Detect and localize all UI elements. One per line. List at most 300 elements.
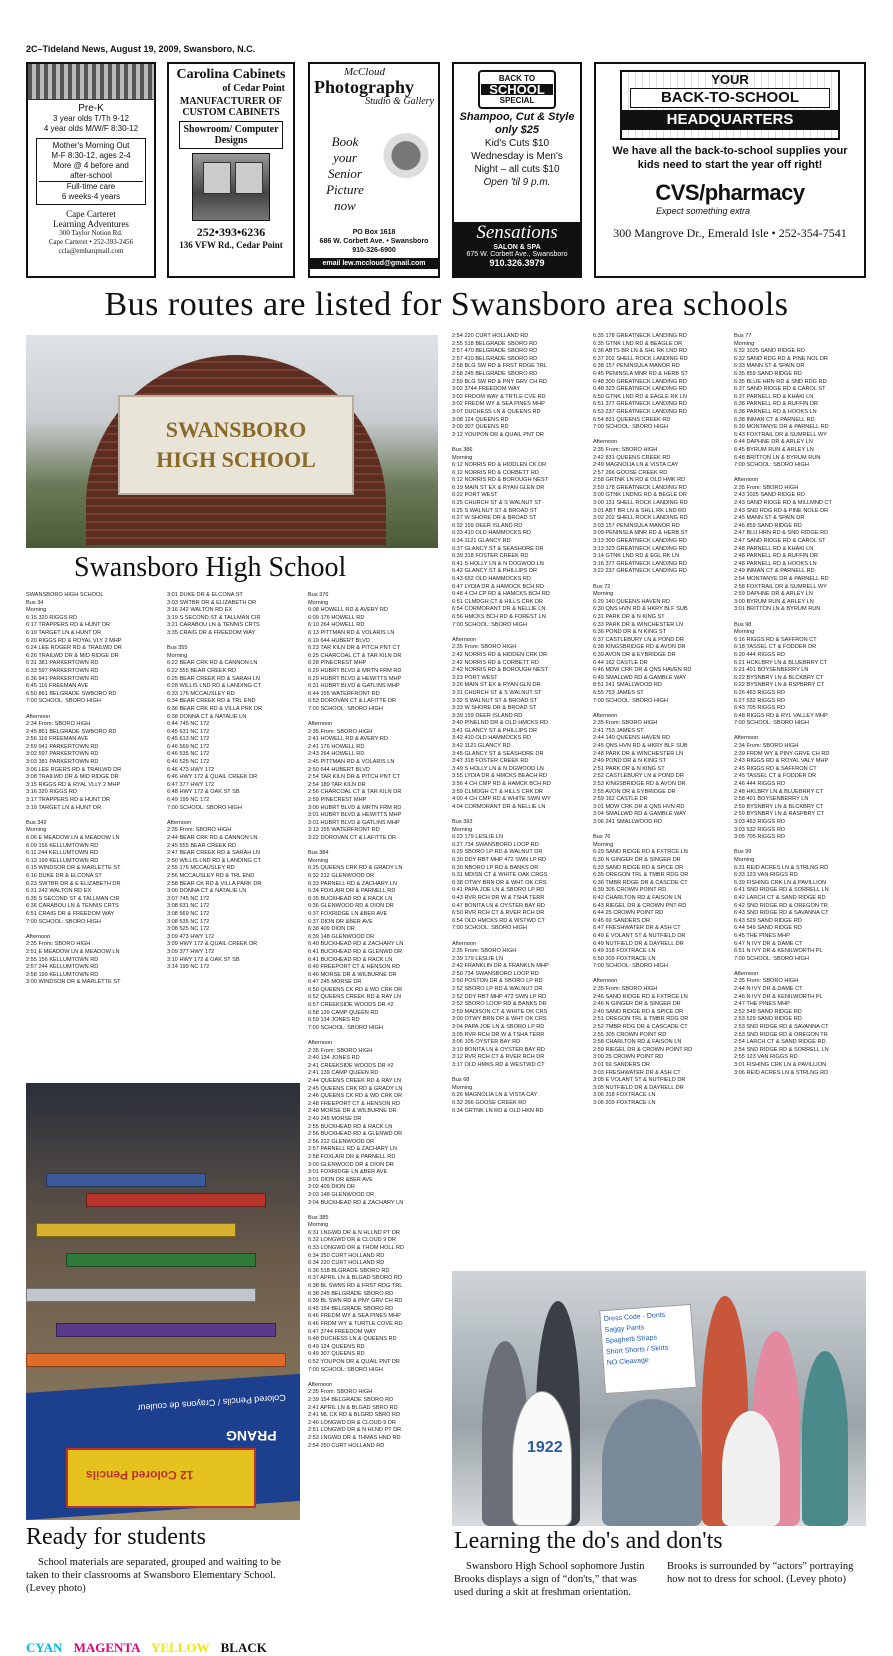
schedule-entry: Bus 99 bbox=[734, 849, 752, 856]
schedule-entry: 2:39 FRDM WY & PINY GRVE CH RD bbox=[734, 750, 830, 757]
schedule-entry: 2:42 NORRIS RD & BOROUGH NEST bbox=[452, 667, 549, 674]
schedule-spacer bbox=[593, 827, 731, 835]
ad-line: after-school bbox=[70, 171, 112, 180]
schedule-entry: 6:10 264 HOWELL RD bbox=[308, 622, 365, 629]
schedule-entry: 6:49 NUTFIELD DR & DAYRELL DR bbox=[593, 940, 684, 947]
schedule-spacer bbox=[593, 971, 731, 979]
ad-phone: 910.326.3979 bbox=[489, 258, 545, 268]
schedule-entry: 6:50 QUEENS CK RD & WD CRK DR bbox=[308, 986, 403, 993]
schedule-entry: 3:00 BYRUM RUN & ARLEY LN bbox=[734, 598, 814, 605]
schedule-entry: 6:30 N GINGER DR & SINGER DR bbox=[593, 856, 681, 863]
schedule-entry: Morning bbox=[26, 827, 47, 834]
schedule-entry: 3:00 OTWY BRN DR & WHT OK CRS bbox=[452, 1016, 547, 1023]
schedule-entry: Morning bbox=[734, 340, 755, 347]
schedule-entry: 2:57 470 BELGRADE SBORO RD bbox=[452, 348, 538, 355]
schedule-entry: 7:00 SCHOOL: SBORO HIGH bbox=[167, 804, 242, 811]
schedule-entry: 3:00 GTNK LNDNG RD & BEGLE DR bbox=[593, 492, 687, 499]
schedule-entry: 6:33 PARK DR & WINCHESTER LN bbox=[593, 621, 684, 628]
schedule-entry: Afternoon bbox=[26, 933, 51, 940]
schedule-entry: 2:40 SAND RIDGE RD & SPICE DR bbox=[593, 1008, 684, 1015]
schedule-entry: 2:55 BUCKHEAD RD & RACK LN bbox=[308, 1123, 393, 1130]
schedule-entry: 2:59 PINECREST MHP bbox=[308, 797, 367, 804]
schedule-entry: 2:58 GRTNK LN RD & OLD HMK RD bbox=[593, 477, 686, 484]
schedule-entry: 3:04 BUCKHEAD RD & ZACHARY LN bbox=[308, 1199, 404, 1206]
schedule-entry: 6:43 SND RIDGE RD & SAVANNA CT bbox=[734, 910, 829, 917]
schedule-entry: 6:50 RVR RCH CT & RVER RCH DR bbox=[452, 910, 545, 917]
schedule-entry: Bus 342 bbox=[26, 819, 47, 826]
schedule-entry: 2:59 BYSNBRY LN & BLCKBRY CT bbox=[734, 803, 824, 810]
schedule-spacer bbox=[26, 812, 162, 820]
schedule-entry: 7:00 SCHOOL: SBORO HIGH bbox=[452, 925, 527, 932]
schedule-entry: Morning bbox=[593, 591, 614, 598]
schedule-entry: Morning bbox=[308, 599, 329, 606]
schedule-entry: 3:03 463 RIGGS RD bbox=[734, 819, 785, 825]
schedule-entry: 2:50 POSTON DR & SBORO LP RD bbox=[452, 978, 543, 985]
schedule-entry: 6:41 PAPA JOE LN & SBORO LP RD bbox=[452, 887, 545, 894]
schedule-entry: 6:32 1025 SAND RIDGE RD bbox=[734, 348, 805, 355]
ad-address: 300 Taylor Notion Rd. bbox=[59, 229, 123, 237]
schedule-entry: Bus 77 bbox=[734, 333, 752, 339]
schedule-entry: 2:43 264 HOWELL RD bbox=[308, 751, 365, 758]
schedule-entry: Morning bbox=[734, 629, 755, 636]
schedule-entry: 2:45 MANN ST & SPAIN DR bbox=[734, 515, 805, 522]
schedule-entry: 6:43 705 RIGGS RD bbox=[734, 705, 785, 712]
schedule-entry: 6:46 FRDM WY & TURTLE COVE RD bbox=[308, 1321, 403, 1327]
schedule-entry: 6:45 THE PINES MHP bbox=[734, 932, 790, 939]
schedule-entry: 2:42 NORRIS RD & CORBETT RD bbox=[452, 659, 539, 666]
schedule-entry: 2:58 401 BOYSENBERRY LN bbox=[734, 796, 809, 803]
schedule-entry: 6:47 FRESHWATER DR & ASH CT bbox=[593, 925, 681, 932]
schedule-entry: 6:33 123 VAN RIGGS RD bbox=[734, 872, 798, 879]
ad-line: Wednesday is Men's bbox=[471, 151, 563, 162]
schedule-entry: 6:29 140 QUEENS HAVEN RD bbox=[593, 598, 670, 605]
schedule-entry: 7:00 SCHOOL: SBORO HIGH bbox=[593, 963, 668, 970]
cvs-logo: CVS/pharmacy bbox=[655, 180, 805, 205]
schedule-entry: Bus 98 bbox=[734, 621, 752, 628]
schedule-entry: 3:08 631 NC 172 bbox=[167, 903, 210, 910]
schedule-entry: 6:33 LONGWD DR & THOM HOLL RD bbox=[308, 1245, 405, 1252]
schedule-entry: 3:05 705 RIGGS RD bbox=[734, 834, 785, 841]
schedule-entry: 2:46 859 SAND RIDGE RD bbox=[734, 522, 802, 529]
ad-po: PO Box 1618 bbox=[352, 229, 396, 236]
schedule-entry: 2:48 PARNELL RD & RUFFIN DR bbox=[734, 553, 818, 560]
schedule-entry: 7:00 SCHOOL: SBORO HIGH bbox=[308, 705, 383, 712]
schedule-entry: Morning bbox=[26, 607, 47, 614]
schedule-entry: 6:42 SND RIDGE RD & OREGON TR bbox=[734, 902, 828, 909]
schedule-entry: 6:21 HCKLBRY LN & BLUEBRRY CT bbox=[734, 659, 828, 666]
schedule-entry: 2:41 139 CAMP QUEEN RD bbox=[308, 1070, 379, 1077]
schedule-entry: 2:46 QUEENS CK RD & WD CRK DR bbox=[308, 1093, 403, 1100]
schedule-entry: 2:41 CREEKSIDE WOODS DR #2 bbox=[308, 1062, 394, 1069]
schedule-entry: 6:32 212 GLENWOOD DR bbox=[308, 872, 375, 879]
salon-name: Sensations bbox=[476, 222, 558, 243]
schedule-entry: 6:11 244 KELLUMTOWN RD bbox=[26, 850, 98, 857]
schedule-entry: Afternoon bbox=[593, 439, 618, 446]
schedule-entry: 3:01 FOXRIDGE LN &BER AVE bbox=[308, 1169, 388, 1176]
schedule-entry: 2:35 From: SBORO HIGH bbox=[452, 948, 517, 955]
schedule-entry: 8:51 241 SMALLWOOD RD bbox=[593, 682, 662, 689]
schedule-spacer bbox=[452, 629, 590, 637]
schedule-entry: Bus 376 bbox=[308, 592, 329, 598]
ad-offer: Shampoo, Cut & Style only $25 bbox=[459, 111, 575, 136]
schedule-entry: 2:45 RIGGS RD & SAFFRON CT bbox=[734, 765, 817, 772]
salon-type: SALON & SPA bbox=[493, 244, 541, 251]
schedule-entry: 2:59 162 CASTLE DR bbox=[593, 796, 648, 803]
schedule-entry: 2:58 BLG SW RD & FRST RDGE TRL bbox=[452, 363, 547, 370]
schedule-entry: 6:32 266 GOOSE CREEK RD bbox=[452, 1099, 527, 1106]
schedule-column-5 bbox=[593, 333, 731, 1258]
schedule-entry: 2:43 1025 SAND RIDGE RD bbox=[734, 492, 805, 499]
schedule-entry: 2:51 OREGON TRL & TMBR RDG DR bbox=[593, 1016, 689, 1023]
schedule-entry: 2:35 From: SBORO HIGH bbox=[734, 484, 799, 491]
schedule-entry: Afternoon bbox=[308, 1381, 333, 1388]
schedule-entry: 6:33 MANN ST & SPAIN DR bbox=[734, 363, 805, 370]
schedule-entry: 6:51 CLMDGH CT & HILLS CRK DR bbox=[452, 598, 543, 605]
schedule-entry: 2:44 N IVY DR & DAME CT bbox=[734, 986, 803, 993]
schedule-entry: 6:43 FOXTRAIL DR & SUMRELL WY bbox=[734, 431, 827, 438]
schedule-entry: 6:19 TARGET LN & HUNT DR bbox=[26, 629, 102, 636]
schedule-entry: 2:55 156 KELLUMTOWN RD bbox=[26, 956, 99, 963]
schedule-entry: 6:59 134 JONES RD bbox=[308, 1017, 360, 1024]
schedule-entry: 6:28 WILLIS LND RD & LANDING CT bbox=[167, 683, 261, 690]
schedule-entry: 3:23 PORT WEST bbox=[452, 674, 498, 681]
schedule-entry: 6:45 PENINSLA MNR RD & HERB ST bbox=[593, 370, 688, 377]
schedule-entry: 2:55 518 BELGRADE SBORO RD bbox=[452, 340, 538, 347]
schedule-entry: 6:38 157 PENINSULA MANOR RD bbox=[593, 363, 680, 370]
schedule-entry: Afternoon bbox=[308, 1040, 333, 1047]
schedule-entry: 6:39 318 FOSTER CREEK RD bbox=[452, 553, 529, 560]
schedule-entry: Morning bbox=[167, 652, 188, 659]
schedule-entry: 2:45 TASSEL CT & FODDER DR bbox=[734, 773, 817, 780]
schedule-entry: 6:37 GLANCY ST & SEASHORE DR bbox=[452, 545, 544, 552]
schedule-entry: Morning bbox=[452, 826, 473, 833]
schedule-entry: 3:15 RIGGS RD & RYAL VLLY 2 MHP bbox=[26, 781, 121, 788]
schedule-entry: 2:52 SBORO LOOP RD & BANKS DR bbox=[452, 1001, 547, 1008]
schedule-entry: 6:54 OLD HMCKS RD & WSTWD CT bbox=[452, 917, 545, 924]
schedule-entry: 6:51 N IVY DR & KENILWORTH PL bbox=[734, 948, 823, 955]
schedule-entry: 6:26 TRAILWD DR & MID RIDGE DR bbox=[26, 652, 119, 659]
schedule-entry: 2:58 BEAR CK RD & VILLA PARK DR bbox=[167, 880, 262, 887]
ad-brand: Photography bbox=[314, 77, 415, 97]
ad-phone: 252•393•6236 bbox=[196, 225, 266, 239]
schedule-entry: 6:50 GTNK LND RD & EAGLE RK LN bbox=[593, 393, 687, 400]
schedule-entry: 2:52 549 SAND RIDGE RD bbox=[734, 1008, 802, 1015]
schedule-entry: 2:41 ML CK RD & BLGRD SBRO RD bbox=[308, 1412, 401, 1419]
schedule-entry: 3:01 HUBRT BLVD & GATLINS MHP bbox=[308, 819, 400, 826]
schedule-entry: Afternoon bbox=[593, 978, 618, 985]
schedule-entry: 6:37 FOXRIDGE LN &BER AVE bbox=[308, 910, 388, 917]
schedule-entry: 3:26 MAIN ST EX & RYAN GLN DR bbox=[452, 682, 541, 689]
schedule-entry: 2:47 BLU HRN RD & SND RIDGE RD bbox=[734, 530, 829, 537]
schedule-spacer bbox=[734, 470, 870, 478]
schedule-entry: 7:00 SCHOOL: SBORO HIGH bbox=[452, 621, 527, 628]
schedule-entry: 3:56 4 CH CMP RD & HAMCK BCH RD bbox=[452, 781, 551, 788]
schedule-entry: 6:47 LYDIA DR & HAMOCK BCH RD bbox=[452, 583, 544, 590]
ad-slogan: Picture bbox=[326, 182, 364, 197]
schedule-entry: 6:12 NORRIS RD & CORBETT RD bbox=[452, 469, 539, 476]
ad-photography bbox=[308, 62, 440, 278]
schedule-entry: 2:54 MONTANYE DR & PARNELL RD bbox=[734, 576, 829, 582]
sign-panel bbox=[118, 395, 354, 495]
schedule-entry: 2:59 RIEGEL DR & CROWN POINT RD bbox=[593, 1046, 693, 1053]
schedule-entry: 6:32 159 DEER ISLAND RD bbox=[452, 522, 523, 529]
sign-line: Dress Code - Donts bbox=[603, 1311, 666, 1324]
schedule-entry: 2:48 PARNELL RD & KHAKI LN bbox=[734, 545, 814, 552]
schedule-column-1 bbox=[26, 592, 162, 1012]
schedule-entry: 2:58 245 BELGRADE SBORO RD bbox=[452, 370, 538, 377]
schedule-entry: 6:06 E MEADOW LN & MEADOW LN bbox=[26, 835, 120, 841]
schedule-entry: 3:22 237 GREATNECK LANDING RD bbox=[593, 568, 687, 575]
schedule-entry: 6:35 GTNK LND RD & BEAGLE DR bbox=[593, 340, 683, 347]
registration-cyan: CYAN bbox=[26, 1640, 63, 1655]
schedule-entry: 3:13 155 WATERFRONT RD bbox=[308, 827, 380, 834]
schedule-entry: 6:13 PITTMAN RD & VOLARIS LN bbox=[308, 629, 395, 636]
schedule-entry: 6:38 409 DION DR bbox=[308, 926, 355, 933]
schedule-entry: 3:01 ABT BR LN & SHLL RK LND RD bbox=[593, 507, 687, 514]
ad-title: Carolina Cabinets bbox=[176, 67, 286, 82]
cvs-tagline: Expect something extra bbox=[656, 206, 751, 216]
schedule-entry: Afternoon bbox=[734, 970, 759, 977]
schedule-entry: Morning bbox=[734, 856, 755, 863]
schedule-entry: 6:52 YOUPON DR & QUAIL PNT DR bbox=[308, 1358, 400, 1365]
schedule-entry: 6:54 CORMORANT DR & NELLIE LN bbox=[452, 606, 546, 613]
schedule-spacer bbox=[593, 576, 731, 584]
schedule-entry: 3:41 GLANCY ST & PHILLIPS DR bbox=[452, 727, 537, 734]
schedule-entry: 6:50 209 FOXTRACE LN bbox=[593, 955, 656, 962]
schedule-entry: 2:58 FOXLAIR DR & PARNELL RD bbox=[308, 1153, 396, 1160]
schedule-entry: 2:55 176 MCCAUSLEY RD bbox=[167, 865, 235, 872]
schedule-spacer bbox=[593, 432, 731, 440]
schedule-entry: 6:33 410 OLD HAMMOCKS RD bbox=[452, 530, 531, 537]
schedule-entry: 2:40 134 JONES RD bbox=[308, 1055, 360, 1062]
schedule-entry: 2:55 123 VAN RIGGS RD bbox=[734, 1054, 798, 1061]
schedule-entry: 3:03 SWTBR DR & ELIZABETH DR bbox=[167, 599, 257, 606]
schedule-entry: 6:20 444 RIGGS RD bbox=[734, 651, 785, 658]
schedule-entry: 6:27 W SHORE DR & BROAD ST bbox=[452, 515, 537, 522]
schedule-entry: 3:03 148 GLENWOOD DR bbox=[308, 1191, 375, 1198]
schedule-entry: 2:53 KINGSBRIDGE RD & AVON DR bbox=[593, 781, 686, 788]
schedule-entry: 2:56 BUCKHEAD RD & GLENWD DR bbox=[308, 1131, 403, 1138]
ad-line: M-F 8:30-12, ages 2-4 bbox=[51, 151, 131, 160]
schedule-entry: 2:59 178 GREATNECK LANDING RD bbox=[593, 484, 687, 491]
ad-cabinets bbox=[167, 62, 295, 278]
schedule-entry: 6:42 LARCH CT & SAND RIDGE RD bbox=[734, 894, 826, 901]
schedule-entry: 6:41 BUCKHEAD RD & GLENWD DR bbox=[308, 948, 403, 955]
schedule-entry: 3:03 381 PARKERTOWN RD bbox=[26, 759, 99, 766]
registration-yellow: YELLOW bbox=[151, 1640, 210, 1655]
schedule-entry: 3:08 525 NC 172 bbox=[167, 926, 210, 933]
schedule-entry: 3:49 S HOLLY LN & N DGWOOD LN bbox=[452, 765, 544, 772]
schedule-entry: 3:33 W SHORE DR & BROAD ST bbox=[452, 705, 537, 712]
schedule-entry: 2:58 199 KELLUMTOWN RD bbox=[26, 971, 99, 978]
schedule-entry: 6:37 APRIL LN & BLGAD SBORO RD bbox=[308, 1275, 402, 1282]
ad-line: Kid's Cuts $10 bbox=[484, 138, 550, 149]
schedule-entry: 2:54 220 CURT HOLLAND RD bbox=[452, 333, 529, 339]
schedule-entry: 6:46 473 HWY 172 bbox=[167, 766, 215, 773]
schedule-entry: 2:46 N IVY DR & KENILWORTH PL bbox=[734, 993, 823, 1000]
schedule-entry: 3:00 DONNA CT & NATALIE LN bbox=[167, 888, 247, 895]
schedule-entry: 6:49 E VOLANT ST & NUTFIELD DR bbox=[593, 932, 686, 939]
schedule-entry: 6:29 SBORO LP RD & WALNUT DR bbox=[452, 849, 543, 856]
schedule-entry: 6:43 529 SAND RIDGE RD bbox=[734, 917, 802, 924]
schedule-entry: 3:59 CLMDGH CT & HILLS CRK DR bbox=[452, 788, 543, 795]
schedule-entry: 7:00 SCHOOL: SBORO HIGH bbox=[593, 424, 668, 431]
ad-email: email lew.mccloud@gmail.com bbox=[310, 258, 438, 269]
schedule-entry: 2:35 From: SBORO HIGH bbox=[26, 941, 91, 948]
schedule-entry: 6:43 RIEGEL DR & CROWN PNT RD bbox=[593, 902, 687, 909]
schedule-entry: 6:20 RIGGS RD & ROYAL VLY 2 MHP bbox=[26, 637, 122, 644]
schedule-entry: 6:22 PORT WEST bbox=[452, 492, 498, 499]
schedule-entry: 6:53 DOROVAN CT & LAFITTE DR bbox=[308, 698, 397, 705]
schedule-entry: 6:31 REID ACRES LN & STRLNG RD bbox=[734, 864, 829, 871]
schedule-entry: Bus 386 bbox=[452, 446, 473, 453]
schedule-entry: 3:31 CHURCH ST & S WALNUT ST bbox=[452, 689, 542, 696]
schedule-entry: 2:47 BEAR CREEK RD & SARAH LN bbox=[167, 850, 260, 857]
schedule-entry: 6:36 518 BLGRADE SBORO RD bbox=[308, 1267, 390, 1274]
schedule-entry: 3:02 409 DION DR bbox=[308, 1184, 355, 1191]
schedule-entry: 6:16 DUKE DR & ELCONA ST bbox=[26, 872, 102, 879]
schedule-entry: 3:16 320 RIGGS RD bbox=[26, 789, 77, 796]
page-headline: Bus routes are listed for Swansboro area schools bbox=[104, 286, 789, 323]
schedule-entry: 6:35 BLUE HRN RD & SND RDG RD bbox=[734, 378, 827, 385]
ad-cvs bbox=[594, 62, 866, 278]
schedule-entry: 3:13 323 GREATNECK LANDING RD bbox=[593, 545, 687, 552]
schedule-entry: 6:49 SMALLWD RD & GAMBLE WAY bbox=[593, 674, 687, 681]
schedule-entry: 6:52 QUEENS CREEK RD & RAY LN bbox=[308, 994, 402, 1001]
schedule-spacer bbox=[167, 638, 302, 646]
schedule-entry: 6:36 941 PARKERTOWN RD bbox=[26, 675, 99, 682]
schedule-entry: 6:33 176 MCCAUSLEY RD bbox=[167, 690, 235, 697]
schedule-entry: 6:48 RIGGS RD & RYL VALLEY MHP bbox=[734, 712, 828, 719]
schedule-entry: 6:44 25 CROWN POINT RD bbox=[593, 910, 664, 917]
schedule-entry: 2:41 176 HOWELL RD bbox=[308, 743, 365, 750]
back-to-school-banner bbox=[620, 70, 840, 140]
schedule-entry: 3:42 410 OLD HAMMOCKS RD bbox=[452, 735, 531, 742]
sign-line: Spaghetti Straps bbox=[605, 1334, 658, 1345]
schedule-entry: 2:44 QUEENS CREEK RD & RAY LN bbox=[308, 1078, 402, 1084]
schedule-entry: Bus 76 bbox=[593, 834, 611, 841]
schedule-entry: 2:49 MAGNOLIA LN & VISTA CAY bbox=[593, 462, 679, 469]
schedule-entry: 6:54 831 QUEENS CREEK RD bbox=[593, 416, 671, 423]
schedule-entry: 6:31 LNGWD DR & N HLLND PT DR bbox=[308, 1229, 400, 1236]
schedule-entry: 3:17 OLD HMKS RD & WESTWD CT bbox=[452, 1062, 545, 1068]
schedule-entry: 2:59 BLG SW RD & PNY GRV CH RD bbox=[452, 378, 547, 385]
schedule-entry: 6:16 RIGGS RD & SAFFRON CT bbox=[734, 636, 817, 643]
schedule-entry: 2:48 PARNELL RD & HOOKS LN bbox=[734, 560, 817, 567]
schedule-entry: 6:49 307 QUEENS RD bbox=[308, 1351, 365, 1358]
schedule-entry: 6:36 ABTS BR LN & SHL RK LND RD bbox=[593, 348, 687, 355]
schedule-entry: 6:44 745 NC 172 bbox=[167, 721, 210, 728]
schedule-entry: 2:58 FOXTRAIL DR & SUMRELL WY bbox=[734, 583, 827, 590]
schedule-entry: 3:14 199 NC 172 bbox=[167, 964, 210, 971]
schedule-entry: 2:53 529 SAND RIDGE RD bbox=[734, 1016, 802, 1023]
schedule-entry: Bus 384 bbox=[308, 850, 329, 857]
banner-text: SPECIAL bbox=[499, 96, 535, 105]
box-label: Colored Pencils / Crayons de couleur bbox=[137, 1392, 287, 1413]
schedule-entry: Morning bbox=[452, 1084, 473, 1091]
schedule-entry: 3:05 NUTFIELD DR & DAYRELL DR bbox=[593, 1084, 684, 1091]
ad-subtitle: of Cedar Point bbox=[222, 83, 285, 94]
schedule-entry: 2:45 555 BEAR CREEK RD bbox=[167, 842, 237, 849]
ad-name: Cape Carteret bbox=[66, 209, 116, 219]
schedule-entry: 2:59 DAPHNE DR & ARLEY LN bbox=[734, 591, 813, 598]
schedule-entry: 2:52 SBORO LP RD & WALNUT DR bbox=[452, 986, 543, 993]
schedule-entry: 6:37 DION DR &BER AVE bbox=[308, 918, 373, 925]
schedule-spacer bbox=[734, 963, 870, 971]
schedule-entry: 3:00 GLENWOOD DR & DION DR bbox=[308, 1161, 394, 1168]
school-supplies-photo bbox=[26, 1083, 300, 1520]
schedule-spacer bbox=[26, 926, 162, 934]
ad-sensations bbox=[452, 62, 582, 278]
schedule-entry: 6:13 199 KELLUMTOWN RD bbox=[26, 857, 99, 864]
schedule-entry: 3:02 202 SHELL ROCK LANDING RD bbox=[593, 515, 688, 522]
schedule-entry: 2:54 LARCH CT & SAND RIDGE RD bbox=[734, 1039, 826, 1046]
schedule-entry: 2:35 From: SBORO HIGH bbox=[167, 827, 232, 834]
schedule-entry: 2:39 154 BELGRADE SBORO RD bbox=[308, 1396, 394, 1403]
schedule-entry: 6:44 162 CASTLE DR bbox=[593, 659, 648, 666]
ad-line: 6 weeks-4 years bbox=[61, 192, 121, 201]
schedule-entry: 3:42 1121 GLANCY RD bbox=[452, 743, 511, 750]
schedule-entry: Morning bbox=[308, 1222, 329, 1229]
schedule-entry: 3:10 HWY 172 & OAK ST SB bbox=[167, 956, 240, 963]
schedule-entry: 2:42 831 QUEENS CREEK RD bbox=[593, 454, 671, 461]
schedule-column-3 bbox=[308, 592, 448, 1598]
schedule-entry: Afternoon bbox=[734, 735, 759, 742]
schedule-entry: 3:05 RVR RCH DR W & TSHA TERR bbox=[452, 1031, 545, 1038]
schedule-entry: 3:21 CARABOU LN & TENNIS CRTS bbox=[167, 622, 260, 629]
banner-text: YOUR bbox=[711, 72, 749, 87]
schedule-entry: 6:45 613 NC 172 bbox=[167, 736, 210, 743]
schedule-entry: 6:38 BL SWNS RD & FRST RDG TRL bbox=[308, 1283, 403, 1290]
schedule-entry: 6:12 NORRIS RD & HIDDLEN CK DR bbox=[452, 462, 547, 469]
registration-black: BLACK bbox=[220, 1640, 267, 1655]
schedule-entry: 2:42 FRANKLIN DR & FRANKLN MHP bbox=[452, 963, 549, 970]
schedule-entry: 6:36 CARABOU LN & TENNIS CRTS bbox=[26, 903, 119, 910]
schedule-entry: 6:46 HWY 172 & QUAIL CREEK DR bbox=[167, 774, 258, 781]
graduate-photo bbox=[376, 128, 436, 220]
schedule-spacer bbox=[452, 1070, 590, 1078]
ad-preschool bbox=[26, 62, 156, 278]
schedule-entry: 6:44 549 SAND RIDGE RD bbox=[734, 925, 802, 932]
schedule-entry: 3:04 SMALLWD RD & GAMBLE WAY bbox=[593, 811, 687, 818]
schedule-entry: 3:08 124 QUEENS RD bbox=[452, 416, 509, 423]
schedule-entry: 2:55 305 CROWN POINT RD bbox=[593, 1031, 667, 1038]
schedule-spacer bbox=[593, 705, 731, 713]
schedule-entry: Afternoon bbox=[167, 819, 192, 826]
schedule-entry: Afternoon bbox=[734, 477, 759, 484]
schedule-entry: 6:33 PARNELL RD & ZACHARY LN bbox=[308, 880, 398, 887]
schedule-entry: 2:57 410 BELGRADE SBORO RD bbox=[452, 355, 538, 362]
section-title: Swansboro High School bbox=[74, 552, 347, 583]
schedule-entry: 2:54 189 TAR KILN DR bbox=[308, 781, 366, 788]
schedule-entry: 3:32 S WALNUT ST & BROAD ST bbox=[452, 697, 538, 704]
schedule-entry: 6:38 DONNA CT & NATALIE LN bbox=[167, 713, 247, 720]
schedule-entry: 2:45 861 BELGRADE SWBORO RD bbox=[26, 728, 117, 735]
ad-address: 300 Mangrove Dr., Emerald Isle • 252-354-7541 bbox=[613, 226, 847, 240]
schedule-entry: 2:46 N GINGER DR & SINGER DR bbox=[593, 1001, 681, 1008]
ad-line: Full-time care bbox=[39, 181, 143, 192]
schedule-entry: 3:02 FREDM WY & SEA PINES MHP bbox=[452, 401, 545, 408]
schedule-entry: 6:47 BONITA LN & OYSTER BAY RD bbox=[452, 902, 545, 909]
schedule-entry: Bus 385 bbox=[308, 1214, 329, 1221]
schedule-entry: 2:35 From: SBORO HIGH bbox=[308, 728, 373, 735]
schedule-spacer bbox=[308, 1207, 448, 1215]
schedule-entry: 3:09 307 QUEENS RD bbox=[452, 424, 509, 431]
schedule-spacer bbox=[734, 842, 870, 850]
schedule-entry: 3:06 105 OYSTER BAY RD bbox=[452, 1039, 521, 1046]
schedule-entry: 6:58 139 CAMP QUEEN RD bbox=[308, 1009, 379, 1016]
schedule-entry: 3:01 DUKE DR & ELCONA ST bbox=[167, 592, 243, 598]
